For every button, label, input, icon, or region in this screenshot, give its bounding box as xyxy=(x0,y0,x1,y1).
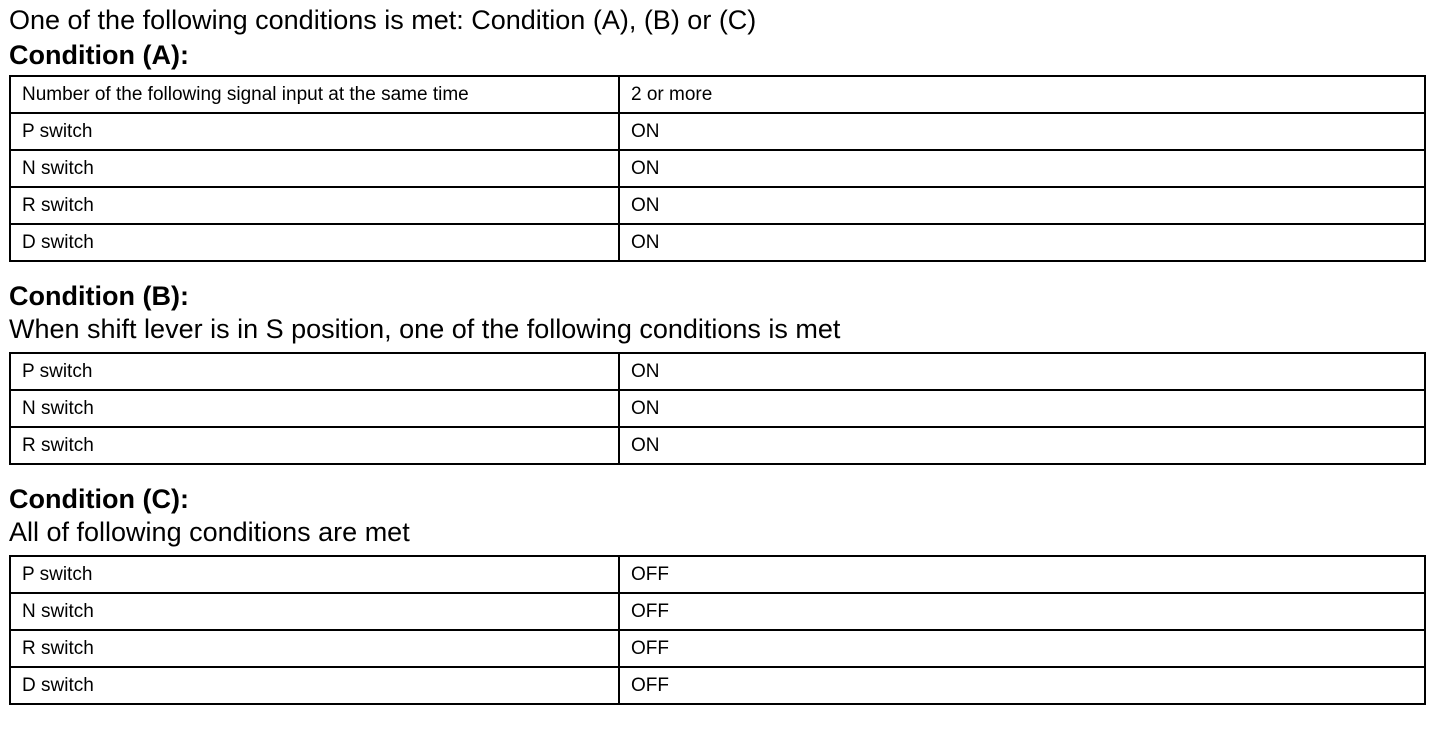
table-cell-value: ON xyxy=(619,150,1425,187)
table-cell-value: ON xyxy=(619,353,1425,390)
table-cell-value: ON xyxy=(619,113,1425,150)
table-cell-label: N switch xyxy=(10,593,619,630)
table-row xyxy=(10,556,1425,593)
table-cell-value: OFF xyxy=(619,630,1425,667)
table-cell-label: R switch xyxy=(10,187,619,224)
table-cell-value: ON xyxy=(619,427,1425,464)
table-cell-label: N switch xyxy=(10,390,619,427)
condition-a-heading: Condition (A): xyxy=(9,40,189,70)
table-row xyxy=(10,630,1425,667)
table-cell-label: R switch xyxy=(10,630,619,667)
table-cell-value: OFF xyxy=(619,556,1425,593)
table-row xyxy=(10,667,1425,704)
table-cell-label: D switch xyxy=(10,667,619,704)
table-row xyxy=(10,76,1425,113)
table-row xyxy=(10,593,1425,630)
table-cell-value: 2 or more xyxy=(619,76,1425,113)
condition-b-table xyxy=(9,352,1426,465)
condition-b-subtext: When shift lever is in S position, one of the following conditions is met xyxy=(9,314,841,344)
table-row xyxy=(10,427,1425,464)
table-cell-label: P switch xyxy=(10,556,619,593)
condition-a-table xyxy=(9,75,1426,262)
table-row xyxy=(10,150,1425,187)
table-row xyxy=(10,224,1425,261)
table-row xyxy=(10,113,1425,150)
intro-text: One of the following conditions is met: Condition (A), (B) or (C) xyxy=(9,5,757,35)
table-cell-value: OFF xyxy=(619,667,1425,704)
table-cell-label: P switch xyxy=(10,113,619,150)
document-page xyxy=(9,0,1426,705)
table-cell-value: ON xyxy=(619,390,1425,427)
table-cell-label: Number of the following signal input at the same time xyxy=(10,76,619,113)
table-row xyxy=(10,353,1425,390)
table-cell-label: P switch xyxy=(10,353,619,390)
condition-b-heading: Condition (B): xyxy=(9,281,189,311)
table-cell-value: ON xyxy=(619,187,1425,224)
table-cell-value: ON xyxy=(619,224,1425,261)
condition-c-table xyxy=(9,555,1426,705)
table-cell-label: N switch xyxy=(10,150,619,187)
table-cell-value: OFF xyxy=(619,593,1425,630)
condition-c-heading: Condition (C): xyxy=(9,484,189,514)
condition-c-subtext: All of following conditions are met xyxy=(9,517,410,547)
table-cell-label: D switch xyxy=(10,224,619,261)
table-row xyxy=(10,187,1425,224)
table-row xyxy=(10,390,1425,427)
table-cell-label: R switch xyxy=(10,427,619,464)
